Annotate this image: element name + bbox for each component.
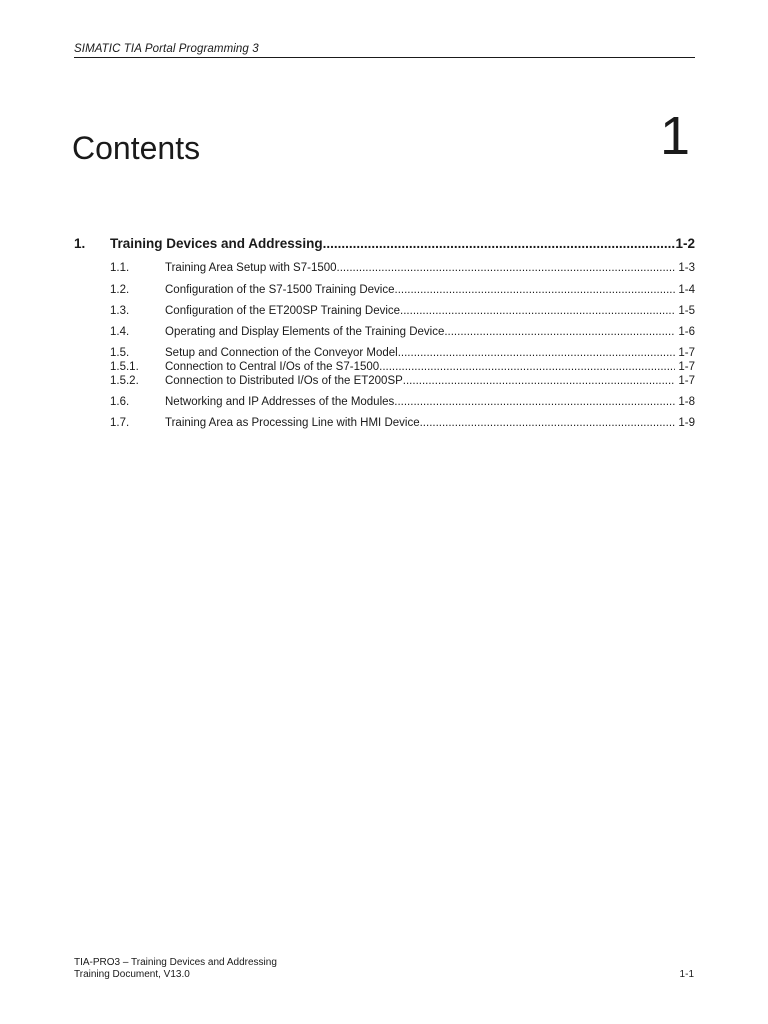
- toc-entry-number: 1.6.: [110, 396, 130, 408]
- toc-entry-label: Training Area as Processing Line with HMI Device: [165, 417, 420, 429]
- toc-entry-label: Networking and IP Addresses of the Modules: [165, 396, 395, 408]
- toc-entry[interactable]: [74, 396, 695, 411]
- toc-entry-number: 1.1.: [110, 262, 130, 274]
- toc-dot-leader: [337, 262, 676, 274]
- toc-dot-leader: [395, 284, 676, 296]
- toc-dot-leader: [444, 326, 675, 338]
- toc-entry-page: 1-7: [678, 375, 695, 387]
- chapter-number: 1: [659, 106, 690, 166]
- toc-dot-leader: [420, 417, 676, 429]
- toc-entry-page: 1-5: [678, 305, 695, 317]
- footer-page-number: 1-1: [679, 969, 694, 980]
- toc-entry-number: 1.: [74, 236, 86, 251]
- toc-dot-leader: [394, 396, 675, 408]
- toc-entry-page: 1-7: [678, 347, 695, 359]
- toc-entry-page: 1-8: [678, 396, 695, 408]
- toc-chapter-entry[interactable]: [74, 236, 695, 254]
- toc-entry-page: 1-9: [678, 417, 695, 429]
- toc-entry-number: 1.7.: [110, 417, 130, 429]
- toc-entry-number: 1.2.: [110, 284, 130, 296]
- toc-dot-leader: [400, 305, 675, 317]
- toc-entry[interactable]: [74, 347, 695, 362]
- toc-entry[interactable]: [74, 305, 695, 320]
- page-header-title: SIMATIC TIA Portal Programming 3: [74, 43, 259, 55]
- toc-entry-label: Training Devices and Addressing: [110, 236, 323, 251]
- toc-entry-label: Configuration of the S7-1500 Training Device: [165, 284, 395, 296]
- footer-course-title: TIA-PRO3 – Training Devices and Addressing: [74, 957, 277, 968]
- toc-entry-page: 1-4: [678, 284, 695, 296]
- toc-entry[interactable]: [74, 417, 695, 432]
- toc-entry-page: 1-6: [678, 326, 695, 338]
- toc-entry-page: 1-2: [675, 236, 695, 251]
- toc-entry-number: 1.5.: [110, 347, 130, 359]
- footer-document-version: Training Document, V13.0: [74, 969, 190, 980]
- toc-entry[interactable]: [74, 262, 695, 277]
- toc-dot-leader: [403, 375, 676, 387]
- toc-entry-page: 1-3: [678, 262, 695, 274]
- toc-dot-leader: [323, 236, 676, 251]
- toc-entry-number: 1.4.: [110, 326, 130, 338]
- toc-entry-label: Connection to Distributed I/Os of the ET200SP: [165, 375, 403, 387]
- toc-entry-label: Connection to Central I/Os of the S7-1500: [165, 361, 380, 373]
- toc-entry-label: Training Area Setup with S7-1500: [165, 262, 337, 274]
- contents-heading: Contents: [72, 130, 201, 166]
- toc-entry-page: 1-7: [678, 361, 695, 373]
- toc-entry[interactable]: [74, 361, 695, 376]
- toc-entry-number: 1.5.1.: [110, 361, 139, 373]
- toc-entry-number: 1.5.2.: [110, 375, 139, 387]
- toc-entry-label: Operating and Display Elements of the Training Device: [165, 326, 445, 338]
- header-rule: [74, 57, 695, 58]
- toc-dot-leader: [398, 347, 676, 359]
- toc-entry[interactable]: [74, 375, 695, 390]
- toc-entry-number: 1.3.: [110, 305, 130, 317]
- toc-entry[interactable]: [74, 284, 695, 299]
- toc-entry-label: Setup and Connection of the Conveyor Model: [165, 347, 398, 359]
- page-footer: [74, 957, 277, 981]
- toc-entry-label: Configuration of the ET200SP Training Device: [165, 305, 401, 317]
- toc-dot-leader: [379, 361, 675, 373]
- toc-entry[interactable]: [74, 326, 695, 341]
